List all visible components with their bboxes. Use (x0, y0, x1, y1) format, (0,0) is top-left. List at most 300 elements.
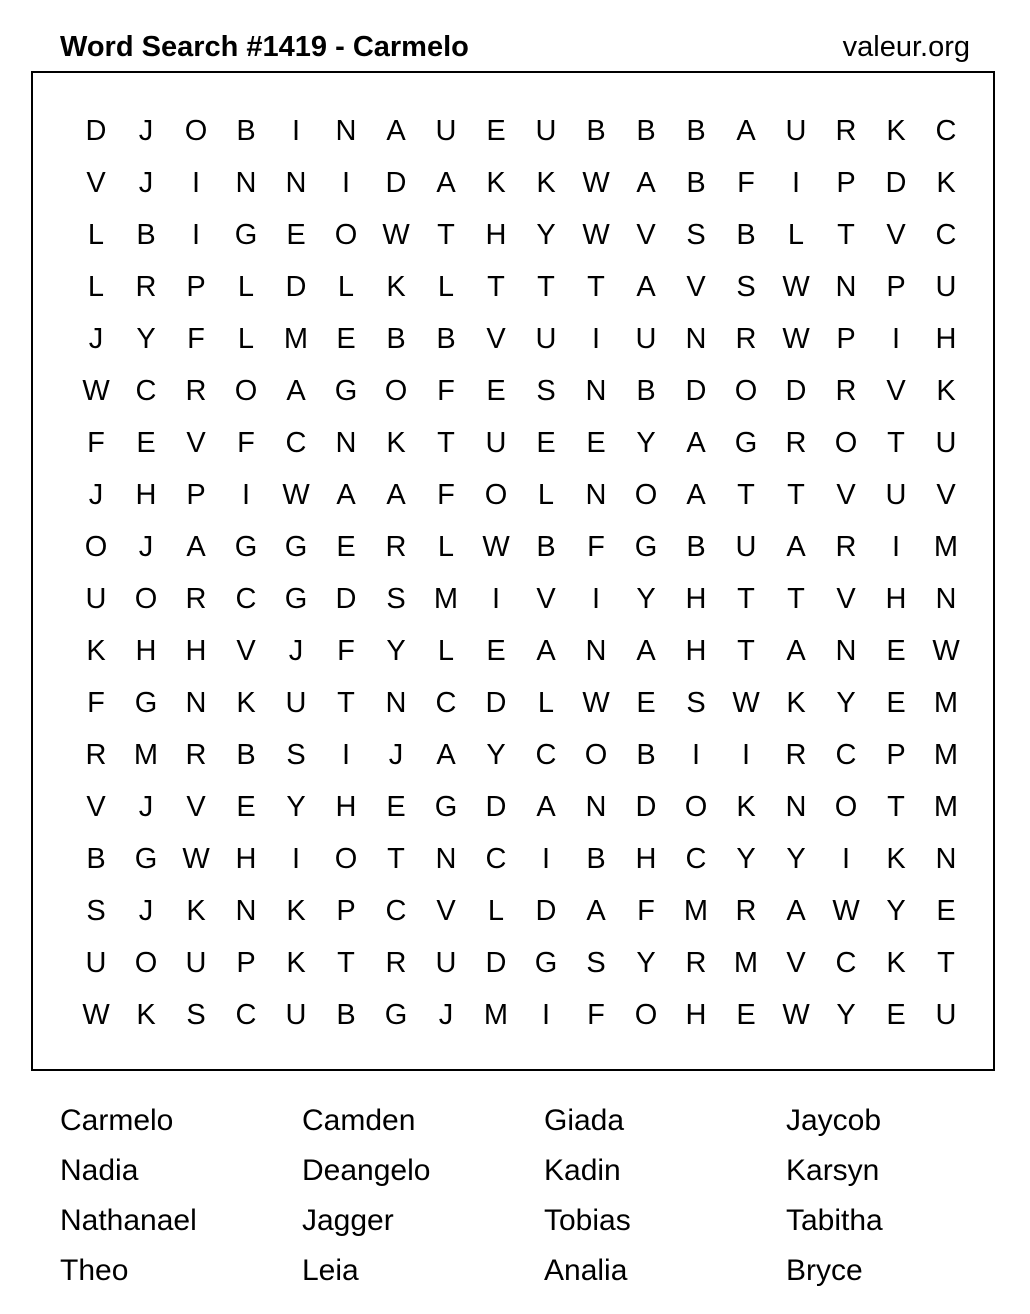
grid-letter[interactable]: N (935, 583, 957, 615)
grid-letter[interactable]: V (186, 791, 206, 823)
grid-letter[interactable]: A (536, 791, 556, 823)
grid-letter[interactable]: T (537, 271, 555, 303)
grid-letter[interactable]: I (291, 115, 301, 147)
grid-letter[interactable]: J (138, 167, 154, 199)
grid-letter[interactable]: B (536, 531, 556, 563)
grid-letter[interactable]: I (491, 583, 501, 615)
grid-letter[interactable]: H (335, 791, 357, 823)
grid-letter[interactable]: I (291, 843, 301, 875)
grid-letter[interactable]: Y (536, 219, 556, 251)
grid-letter[interactable]: F (737, 167, 755, 199)
grid-letter[interactable]: A (436, 167, 456, 199)
grid-letter[interactable]: T (387, 843, 405, 875)
grid-letter[interactable]: E (486, 115, 506, 147)
grid-letter[interactable]: V (186, 427, 206, 459)
grid-letter[interactable]: I (891, 323, 901, 355)
grid-letter[interactable]: C (835, 739, 857, 771)
grid-letter[interactable]: Y (736, 843, 756, 875)
grid-letter[interactable]: W (382, 219, 410, 251)
grid-letter[interactable]: G (234, 219, 258, 251)
grid-letter[interactable]: W (582, 687, 610, 719)
grid-letter[interactable]: E (486, 635, 506, 667)
grid-letter[interactable]: D (685, 375, 707, 407)
grid-letter[interactable]: E (336, 323, 356, 355)
grid-letter[interactable]: Y (836, 687, 856, 719)
grid-letter[interactable]: K (136, 999, 156, 1031)
grid-letter[interactable]: W (832, 895, 860, 927)
grid-letter[interactable]: B (636, 115, 656, 147)
grid-letter[interactable]: N (385, 687, 407, 719)
grid-letter[interactable]: N (185, 687, 207, 719)
grid-letter[interactable]: M (933, 739, 959, 771)
grid-letter[interactable]: S (286, 739, 306, 771)
grid-letter[interactable]: I (591, 323, 601, 355)
grid-letter[interactable]: L (87, 271, 105, 303)
grid-letter[interactable]: R (185, 375, 207, 407)
grid-letter[interactable]: N (235, 895, 257, 927)
grid-letter[interactable]: E (486, 375, 506, 407)
grid-letter[interactable]: A (586, 895, 606, 927)
grid-letter[interactable]: V (936, 479, 956, 511)
grid-letter[interactable]: D (285, 271, 307, 303)
grid-letter[interactable]: A (786, 635, 806, 667)
grid-letter[interactable]: C (485, 843, 507, 875)
grid-letter[interactable]: F (237, 427, 255, 459)
grid-letter[interactable]: V (686, 271, 706, 303)
grid-letter[interactable]: N (285, 167, 307, 199)
grid-letter[interactable]: U (85, 947, 107, 979)
grid-letter[interactable]: L (487, 895, 505, 927)
grid-letter[interactable]: E (886, 999, 906, 1031)
grid-letter[interactable]: I (541, 843, 551, 875)
grid-letter[interactable]: A (636, 271, 656, 303)
grid-letter[interactable]: M (683, 895, 709, 927)
grid-letter[interactable]: H (685, 999, 707, 1031)
grid-letter[interactable]: N (935, 843, 957, 875)
grid-letter[interactable]: E (386, 791, 406, 823)
grid-letter[interactable]: V (436, 895, 456, 927)
grid-letter[interactable]: M (283, 323, 309, 355)
grid-letter[interactable]: N (335, 115, 357, 147)
grid-letter[interactable]: F (587, 999, 605, 1031)
grid-letter[interactable]: K (486, 167, 506, 199)
grid-letter[interactable]: S (586, 947, 606, 979)
grid-letter[interactable]: R (185, 739, 207, 771)
grid-letter[interactable]: O (334, 843, 358, 875)
grid-letter[interactable]: T (487, 271, 505, 303)
grid-letter[interactable]: D (635, 791, 657, 823)
grid-letter[interactable]: L (237, 323, 255, 355)
grid-letter[interactable]: B (236, 115, 256, 147)
grid-letter[interactable]: V (836, 583, 856, 615)
grid-letter[interactable]: L (337, 271, 355, 303)
grid-letter[interactable]: T (837, 219, 855, 251)
grid-letter[interactable]: B (136, 219, 156, 251)
grid-letter[interactable]: V (636, 219, 656, 251)
grid-letter[interactable]: Y (786, 843, 806, 875)
grid-letter[interactable]: I (591, 583, 601, 615)
grid-letter[interactable]: B (586, 843, 606, 875)
grid-letter[interactable]: R (85, 739, 107, 771)
grid-letter[interactable]: G (434, 791, 458, 823)
grid-letter[interactable]: L (537, 479, 555, 511)
grid-letter[interactable]: R (835, 531, 857, 563)
grid-letter[interactable]: E (636, 687, 656, 719)
grid-letter[interactable]: W (732, 687, 760, 719)
grid-letter[interactable]: D (885, 167, 907, 199)
grid-letter[interactable]: V (886, 219, 906, 251)
grid-letter[interactable]: D (785, 375, 807, 407)
grid-letter[interactable]: F (637, 895, 655, 927)
grid-letter[interactable]: M (483, 999, 509, 1031)
grid-letter[interactable]: S (186, 999, 206, 1031)
grid-letter[interactable]: O (134, 583, 158, 615)
grid-letter[interactable]: B (236, 739, 256, 771)
grid-letter[interactable]: T (787, 583, 805, 615)
grid-letter[interactable]: J (88, 479, 104, 511)
grid-letter[interactable]: U (935, 999, 957, 1031)
grid-letter[interactable]: T (337, 687, 355, 719)
grid-letter[interactable]: K (386, 427, 406, 459)
grid-letter[interactable]: T (887, 791, 905, 823)
grid-letter[interactable]: P (886, 739, 906, 771)
grid-letter[interactable]: A (686, 427, 706, 459)
grid-letter[interactable]: K (536, 167, 556, 199)
grid-letter[interactable]: N (835, 635, 857, 667)
grid-letter[interactable]: F (87, 427, 105, 459)
grid-letter[interactable]: O (184, 115, 208, 147)
grid-letter[interactable]: F (587, 531, 605, 563)
grid-letter[interactable]: H (485, 219, 507, 251)
grid-letter[interactable]: U (185, 947, 207, 979)
grid-letter[interactable]: T (787, 479, 805, 511)
grid-letter[interactable]: M (933, 791, 959, 823)
grid-letter[interactable]: I (791, 167, 801, 199)
grid-letter[interactable]: R (385, 531, 407, 563)
grid-letter[interactable]: W (932, 635, 960, 667)
grid-letter[interactable]: V (536, 583, 556, 615)
grid-letter[interactable]: G (134, 843, 158, 875)
grid-letter[interactable]: A (786, 531, 806, 563)
grid-letter[interactable]: O (84, 531, 108, 563)
grid-letter[interactable]: E (536, 427, 556, 459)
grid-letter[interactable]: O (634, 479, 658, 511)
grid-letter[interactable]: N (335, 427, 357, 459)
grid-letter[interactable]: A (786, 895, 806, 927)
grid-letter[interactable]: H (135, 479, 157, 511)
grid-letter[interactable]: B (686, 531, 706, 563)
grid-letter[interactable]: J (138, 791, 154, 823)
grid-letter[interactable]: G (284, 583, 308, 615)
grid-letter[interactable]: A (386, 479, 406, 511)
grid-letter[interactable]: B (736, 219, 756, 251)
grid-letter[interactable]: K (886, 115, 906, 147)
grid-letter[interactable]: K (736, 791, 756, 823)
grid-letter[interactable]: Y (636, 427, 656, 459)
grid-letter[interactable]: F (337, 635, 355, 667)
grid-letter[interactable]: B (636, 375, 656, 407)
grid-letter[interactable]: O (134, 947, 158, 979)
grid-letter[interactable]: K (886, 843, 906, 875)
grid-letter[interactable]: U (435, 947, 457, 979)
grid-letter[interactable]: V (786, 947, 806, 979)
grid-letter[interactable]: D (385, 167, 407, 199)
grid-letter[interactable]: P (186, 271, 206, 303)
grid-letter[interactable]: N (835, 271, 857, 303)
grid-letter[interactable]: B (86, 843, 106, 875)
grid-letter[interactable]: E (336, 531, 356, 563)
grid-letter[interactable]: B (436, 323, 456, 355)
grid-letter[interactable]: D (485, 791, 507, 823)
grid-letter[interactable]: L (87, 219, 105, 251)
grid-letter[interactable]: R (685, 947, 707, 979)
grid-letter[interactable]: K (286, 895, 306, 927)
grid-letter[interactable]: A (286, 375, 306, 407)
grid-letter[interactable]: D (485, 947, 507, 979)
grid-letter[interactable]: U (735, 531, 757, 563)
grid-letter[interactable]: R (785, 739, 807, 771)
grid-letter[interactable]: L (437, 531, 455, 563)
grid-letter[interactable]: D (535, 895, 557, 927)
grid-letter[interactable]: O (834, 427, 858, 459)
grid-letter[interactable]: I (341, 739, 351, 771)
grid-letter[interactable]: P (186, 479, 206, 511)
grid-letter[interactable]: B (686, 115, 706, 147)
grid-letter[interactable]: T (737, 479, 755, 511)
grid-letter[interactable]: U (885, 479, 907, 511)
grid-letter[interactable]: U (935, 271, 957, 303)
grid-letter[interactable]: R (185, 583, 207, 615)
grid-letter[interactable]: M (133, 739, 159, 771)
grid-letter[interactable]: J (138, 115, 154, 147)
grid-letter[interactable]: E (586, 427, 606, 459)
grid-letter[interactable]: O (384, 375, 408, 407)
grid-letter[interactable]: U (935, 427, 957, 459)
grid-letter[interactable]: E (936, 895, 956, 927)
grid-letter[interactable]: L (437, 635, 455, 667)
grid-letter[interactable]: C (535, 739, 557, 771)
grid-letter[interactable]: A (636, 167, 656, 199)
grid-letter[interactable]: F (87, 687, 105, 719)
grid-letter[interactable]: J (288, 635, 304, 667)
grid-letter[interactable]: V (86, 791, 106, 823)
grid-letter[interactable]: J (88, 323, 104, 355)
grid-letter[interactable]: P (836, 323, 856, 355)
grid-letter[interactable]: V (86, 167, 106, 199)
grid-letter[interactable]: S (686, 687, 706, 719)
grid-letter[interactable]: I (191, 167, 201, 199)
grid-letter[interactable]: M (933, 687, 959, 719)
grid-letter[interactable]: L (537, 687, 555, 719)
grid-letter[interactable]: H (935, 323, 957, 355)
grid-letter[interactable]: U (635, 323, 657, 355)
grid-letter[interactable]: I (891, 531, 901, 563)
grid-letter[interactable]: J (438, 999, 454, 1031)
grid-letter[interactable]: T (937, 947, 955, 979)
grid-letter[interactable]: N (435, 843, 457, 875)
grid-letter[interactable]: W (282, 479, 310, 511)
grid-letter[interactable]: R (135, 271, 157, 303)
grid-letter[interactable]: L (437, 271, 455, 303)
grid-letter[interactable]: H (685, 635, 707, 667)
grid-letter[interactable]: W (82, 999, 110, 1031)
grid-letter[interactable]: Y (636, 947, 656, 979)
grid-letter[interactable]: A (686, 479, 706, 511)
grid-letter[interactable]: G (384, 999, 408, 1031)
grid-letter[interactable]: W (582, 167, 610, 199)
grid-letter[interactable]: G (634, 531, 658, 563)
grid-letter[interactable]: S (386, 583, 406, 615)
grid-letter[interactable]: A (736, 115, 756, 147)
grid-letter[interactable]: C (435, 687, 457, 719)
grid-letter[interactable]: V (236, 635, 256, 667)
grid-letter[interactable]: V (486, 323, 506, 355)
grid-letter[interactable]: J (138, 895, 154, 927)
grid-letter[interactable]: B (636, 739, 656, 771)
grid-letter[interactable]: C (385, 895, 407, 927)
grid-letter[interactable]: S (86, 895, 106, 927)
grid-letter[interactable]: H (135, 635, 157, 667)
grid-letter[interactable]: U (535, 115, 557, 147)
grid-letter[interactable]: A (436, 739, 456, 771)
grid-letter[interactable]: K (236, 687, 256, 719)
grid-letter[interactable]: B (336, 999, 356, 1031)
grid-letter[interactable]: L (787, 219, 805, 251)
grid-letter[interactable]: T (587, 271, 605, 303)
grid-letter[interactable]: G (734, 427, 758, 459)
grid-letter[interactable]: D (335, 583, 357, 615)
grid-letter[interactable]: B (686, 167, 706, 199)
grid-letter[interactable]: I (841, 843, 851, 875)
grid-letter[interactable]: T (337, 947, 355, 979)
grid-letter[interactable]: K (386, 271, 406, 303)
grid-letter[interactable]: T (887, 427, 905, 459)
grid-letter[interactable]: C (935, 115, 957, 147)
grid-letter[interactable]: S (536, 375, 556, 407)
grid-letter[interactable]: P (236, 947, 256, 979)
grid-letter[interactable]: M (433, 583, 459, 615)
grid-letter[interactable]: C (935, 219, 957, 251)
grid-letter[interactable]: G (334, 375, 358, 407)
grid-letter[interactable]: G (534, 947, 558, 979)
grid-letter[interactable]: V (836, 479, 856, 511)
grid-letter[interactable]: U (435, 115, 457, 147)
grid-letter[interactable]: A (186, 531, 206, 563)
grid-letter[interactable]: W (782, 271, 810, 303)
grid-letter[interactable]: N (585, 375, 607, 407)
grid-letter[interactable]: W (782, 999, 810, 1031)
grid-letter[interactable]: O (734, 375, 758, 407)
grid-letter[interactable]: F (437, 479, 455, 511)
grid-letter[interactable]: C (285, 427, 307, 459)
grid-letter[interactable]: N (685, 323, 707, 355)
grid-letter[interactable]: C (835, 947, 857, 979)
grid-letter[interactable]: G (134, 687, 158, 719)
grid-letter[interactable]: T (737, 635, 755, 667)
grid-letter[interactable]: A (536, 635, 556, 667)
grid-letter[interactable]: N (585, 791, 607, 823)
grid-letter[interactable]: K (936, 375, 956, 407)
grid-letter[interactable]: U (785, 115, 807, 147)
grid-letter[interactable]: U (85, 583, 107, 615)
grid-letter[interactable]: I (191, 219, 201, 251)
grid-letter[interactable]: M (933, 531, 959, 563)
grid-letter[interactable]: O (684, 791, 708, 823)
grid-letter[interactable]: E (236, 791, 256, 823)
grid-letter[interactable]: E (886, 687, 906, 719)
grid-letter[interactable]: O (834, 791, 858, 823)
grid-letter[interactable]: W (582, 219, 610, 251)
grid-letter[interactable]: K (286, 947, 306, 979)
grid-letter[interactable]: P (836, 167, 856, 199)
grid-letter[interactable]: K (936, 167, 956, 199)
grid-letter[interactable]: U (285, 687, 307, 719)
grid-letter[interactable]: U (485, 427, 507, 459)
grid-letter[interactable]: I (341, 167, 351, 199)
grid-letter[interactable]: T (737, 583, 755, 615)
grid-letter[interactable]: L (237, 271, 255, 303)
grid-letter[interactable]: F (437, 375, 455, 407)
grid-letter[interactable]: O (234, 375, 258, 407)
grid-letter[interactable]: N (585, 635, 607, 667)
grid-letter[interactable]: Y (636, 583, 656, 615)
grid-letter[interactable]: I (691, 739, 701, 771)
grid-letter[interactable]: H (185, 635, 207, 667)
grid-letter[interactable]: N (235, 167, 257, 199)
grid-letter[interactable]: W (482, 531, 510, 563)
grid-letter[interactable]: T (437, 219, 455, 251)
grid-letter[interactable]: H (885, 583, 907, 615)
grid-letter[interactable]: E (736, 999, 756, 1031)
grid-letter[interactable]: T (437, 427, 455, 459)
grid-letter[interactable]: O (584, 739, 608, 771)
grid-letter[interactable]: W (182, 843, 210, 875)
grid-letter[interactable]: R (735, 323, 757, 355)
grid-letter[interactable]: D (485, 687, 507, 719)
grid-letter[interactable]: V (886, 375, 906, 407)
grid-letter[interactable]: C (235, 999, 257, 1031)
grid-letter[interactable]: B (386, 323, 406, 355)
grid-letter[interactable]: I (541, 999, 551, 1031)
grid-letter[interactable]: G (284, 531, 308, 563)
grid-letter[interactable]: B (586, 115, 606, 147)
grid-letter[interactable]: R (385, 947, 407, 979)
grid-letter[interactable]: H (235, 843, 257, 875)
grid-letter[interactable]: A (336, 479, 356, 511)
grid-letter[interactable]: E (286, 219, 306, 251)
grid-letter[interactable]: H (635, 843, 657, 875)
grid-letter[interactable]: C (235, 583, 257, 615)
grid-letter[interactable]: E (886, 635, 906, 667)
grid-letter[interactable]: K (886, 947, 906, 979)
grid-letter[interactable]: O (634, 999, 658, 1031)
grid-letter[interactable]: U (285, 999, 307, 1031)
grid-letter[interactable]: F (187, 323, 205, 355)
grid-letter[interactable]: E (136, 427, 156, 459)
grid-letter[interactable]: G (234, 531, 258, 563)
grid-letter[interactable]: M (733, 947, 759, 979)
grid-letter[interactable]: S (686, 219, 706, 251)
grid-letter[interactable]: P (336, 895, 356, 927)
grid-letter[interactable]: H (685, 583, 707, 615)
grid-letter[interactable]: D (85, 115, 107, 147)
grid-letter[interactable]: R (835, 375, 857, 407)
grid-letter[interactable]: O (334, 219, 358, 251)
grid-letter[interactable]: P (886, 271, 906, 303)
grid-letter[interactable]: K (186, 895, 206, 927)
grid-letter[interactable]: C (135, 375, 157, 407)
grid-letter[interactable]: U (535, 323, 557, 355)
